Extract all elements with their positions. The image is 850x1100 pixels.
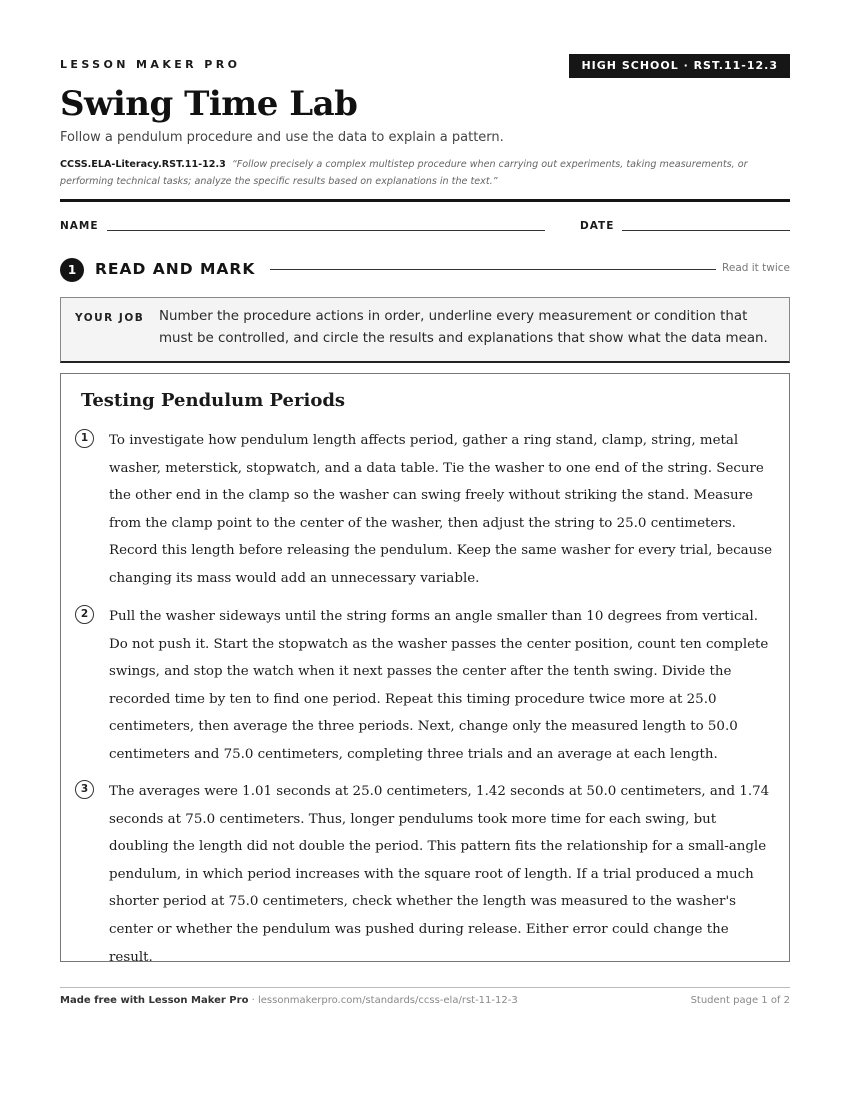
paragraph-number: 3 [75,780,94,799]
section-divider [270,269,716,270]
header-divider [60,199,790,202]
section-title: READ AND MARK [95,260,256,278]
page-title: Swing Time Lab [60,84,358,124]
standard-description [60,156,790,190]
section-note: Read it twice [722,262,790,274]
standard-quote: “Follow precisely a complex multistep procedure when carrying out experiments, taking measurements, or performing technical tasks; analyze the specific results based on explanations in the text.” [60,159,748,187]
passage-title: Testing Pendulum Periods [81,390,346,411]
brand-name: LESSON MAKER PRO [60,58,241,71]
section-number-badge: 1 [60,258,84,282]
name-field-line[interactable] [107,230,545,231]
paragraph-number: 2 [75,605,94,624]
footer-divider [60,987,790,988]
footer-made-with: Made free with Lesson Maker Pro [60,995,249,1006]
date-field-line[interactable] [622,230,790,231]
your-job-label: YOUR JOB [75,312,145,324]
footer-credit: Made free with Lesson Maker Pro · lessonmakerpro.com/standards/ccss-ela/rst-11-12-3 [60,995,518,1006]
your-job-text: Number the procedure actions in order, underline every measurement or condition that must be controlled, and circle the results and explanations that show what the data mean. [159,309,768,346]
reading-passage [60,373,790,965]
footer-page-number: Student page 1 of 2 [690,995,790,1006]
name-label: NAME [60,220,99,232]
paragraph-text: The averages were 1.01 seconds at 25.0 centimeters, 1.42 seconds at 50.0 centimeters, and 1.74 seconds at 75.0 centimeters. Thus, longer pendulums took more time for each swing, but doubling the length did not double the period. This pattern fits the relationship for a small-angle pendulum, in which period increases with the square root of length. If a trial produced a much shorter period at 75.0 centimeters, check whether the length was measured to the washer's center or whether the pendulum was pushed during release. Either error could change the result. [109,784,770,965]
paragraph-text: To investigate how pendulum length affects period, gather a ring stand, clamp, string, metal washer, meterstick, stopwatch, and a data table. Tie the washer to one end of the string. Secure the other end in the clamp so the washer can swing freely without striking the stand. Measure from the clamp point to the center of the washer, then adjust the string to 25.0 centimeters. Record this length before releasing the pendulum. Keep the same washer for every trial, because changing its mass would add an unnecessary variable. [109,433,773,586]
date-label: DATE [580,220,615,232]
paragraph-number: 1 [75,429,94,448]
standard-code: CCSS.ELA-Literacy.RST.11-12.3 [60,159,226,170]
your-job-box [60,297,790,363]
paragraph-text: Pull the washer sideways until the string forms an angle smaller than 10 degrees from vertical. Do not push it. Start the stopwatch as the washer passes the center position, count ten complete swings, and stop the watch when it next passes the center after the tenth swing. Divide the recorded time by ten to find one period. Repeat this timing procedure twice more at 25.0 centimeters, then average the three periods. Next, change only the measured length to 50.0 centimeters and 75.0 centimeters, completing three trials and an average at each length. [109,609,769,762]
page-subtitle: Follow a pendulum procedure and use the data to explain a pattern. [60,130,504,145]
footer-url[interactable]: lessonmakerpro.com/standards/ccss-ela/rst-11-12-3 [257,995,518,1006]
level-badge: HIGH SCHOOL · RST.11-12.3 [569,54,790,78]
